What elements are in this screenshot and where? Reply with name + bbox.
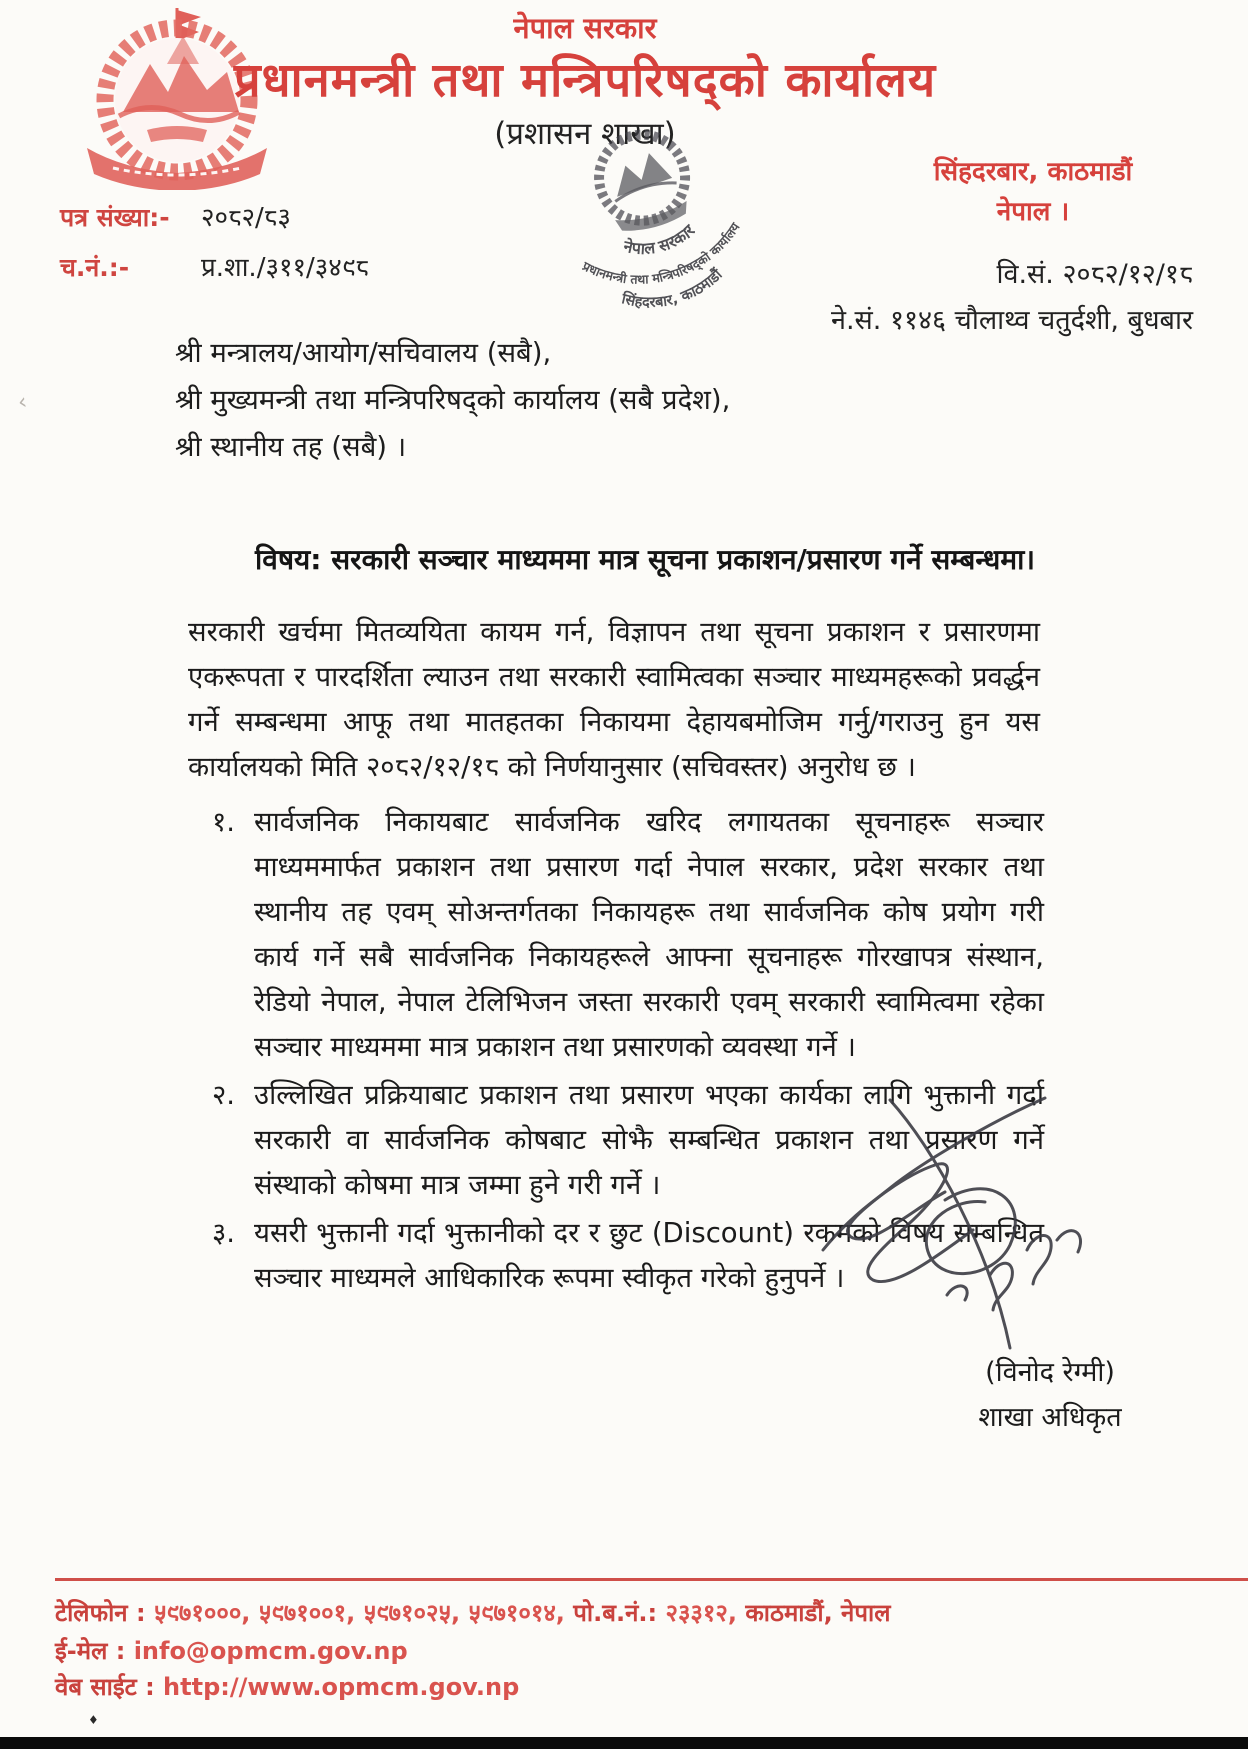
recipient-line: श्री मन्त्रालय/आयोग/सचिवालय (सबै), [175, 337, 552, 369]
recipient-line: श्री मुख्यमन्त्री तथा मन्त्रिपरिषद्को कार्यालय (सबै प्रदेश), [175, 384, 731, 416]
dispatch-number-value: प्र.शा./३११/३४९८ [200, 253, 369, 283]
branch-name: (प्रशासन शाखा) [494, 116, 676, 152]
svg-text:नेपाल सरकार: नेपाल सरकार [621, 220, 699, 259]
svg-text:प्रधानमन्त्री तथा मन्त्रिपरिषद: प्रधानमन्त्री तथा मन्त्रिपरिषद्को कार्यालय [580, 219, 743, 287]
svg-text:सिंहदरबार, काठमाडौं: सिंहदरबार, काठमाडौं [620, 266, 726, 311]
website-label: वेब साईट : [55, 1673, 155, 1701]
pobox-label: पो.ब.नं.: [573, 1599, 658, 1627]
opening-paragraph: सरकारी खर्चमा मितव्ययिता कायम गर्न, विज्ञापन तथा सूचना प्रकाशन र प्रसारणमा एकरूपता र पारदर्शिता ल्याउन तथा सरकारी स्वामित्वका सञ्चार माध्यमहरूको प्रवर्द्धन गर्ने सम्बन्धमा आफू तथा मातहतका निकायमा देहायबमोजिम गर्नु/गराउनु हुन यस कार्यालयको मिति २०८२/१२/१८ को निर्णयानुसार (सचिवस्तर) अनुरोध छ । [188, 616, 1040, 783]
footer-website-row [55, 1670, 519, 1703]
office-title: प्रधानमन्त्री तथा मन्त्रिपरिषद्को कार्यालय [233, 53, 937, 108]
ref-number-value: २०८२/८३ [200, 203, 291, 233]
phone-numbers: ५९७१०००, ५९७१००१, ५९७१०२५, ५९७१०१४, [153, 1599, 565, 1627]
list-item-number: २. [212, 1079, 236, 1111]
signatory-name: (विनोद रेग्मी) [985, 1357, 1115, 1388]
email-value: info@opmcm.gov.np [133, 1637, 408, 1665]
office-location-line2: नेपाल । [996, 197, 1070, 227]
signature-scrawl-icon [795, 1080, 1115, 1370]
dispatch-number-row [60, 248, 369, 284]
footer-city: काठमाडौं, नेपाल [745, 1599, 891, 1627]
signature-block [940, 1350, 1160, 1440]
date-block [733, 252, 1193, 344]
list-item-number: ३. [212, 1217, 236, 1249]
footer-phone-row [55, 1596, 891, 1629]
phone-label: टेलिफोन : [55, 1599, 146, 1627]
dispatch-number-label: च.नं.:- [60, 253, 130, 282]
office-location [868, 152, 1198, 232]
list-item-number: १. [212, 806, 236, 838]
recipient-list [175, 330, 730, 471]
date-bs: वि.सं. २०८२/१२/१८ [996, 259, 1193, 290]
list-item-text: उल्लिखित प्रक्रियाबाट प्रकाशन तथा प्रसारण भएका कार्यका लागि भुक्तानी गर्दा सरकारी वा सार्वजनिक कोषबाट सोझै सम्बन्धित प्रकाशन तथा प्रसारण गर्ने संस्थाको कोषमा मात्र जम्मा हुने गरी गर्ने । [254, 1079, 1044, 1201]
footer-divider [55, 1578, 1248, 1581]
date-ns: ने.सं. ११४६ चौलाथ्व चतुर्दशी, बुधबार [830, 305, 1193, 336]
email-label: ई-मेल : [55, 1637, 126, 1665]
scan-artifact: ‹ [15, 389, 29, 416]
list-item-text: सार्वजनिक निकायबाट सार्वजनिक खरिद लगायतका सूचनाहरू सञ्चार माध्यममार्फत प्रकाशन तथा प्रसारण गर्दा नेपाल सरकार, प्रदेश सरकार तथा स्थानीय तह एवम् सोअन्तर्गतका निकायहरू तथा सार्वजनिक कोष प्रयोग गरी कार्य गर्ने सबै सार्वजनिक निकायहरूले आफ्ना सूचनाहरू गोरखापत्र संस्थान, रेडियो नेपाल, नेपाल टेलिभिजन जस्ता सरकारी एवम् सरकारी स्वामित्वमा रहेका सञ्चार माध्यममा मात्र प्रकाशन तथा प्रसारणको व्यवस्था गर्ने । [254, 806, 1044, 1063]
ref-number-label: पत्र संख्या:- [60, 203, 170, 232]
pobox-value: २३३१२, [665, 1599, 737, 1627]
government-name: नेपाल सरकार [513, 11, 657, 45]
subject-line: विषय: सरकारी सञ्चार माध्यममा मात्र सूचना प्रकाशन/प्रसारण गर्ने सम्बन्धमा। [255, 543, 1035, 576]
recipient-line: श्री स्थानीय तह (सबै) । [175, 431, 407, 463]
signatory-title: शाखा अधिकृत [978, 1402, 1122, 1433]
ref-number-row [60, 198, 291, 234]
list-item-text: यसरी भुक्तानी गर्दा भुक्तानीको दर र छुट (Discount) रकमको विषय सम्बन्धित सञ्चार माध्यमले आधिकारिक रूपमा स्वीकृत गरेको हुनुपर्ने । [254, 1217, 1044, 1294]
office-location-line1: सिंहदरबार, काठमाडौं [933, 157, 1133, 187]
scan-edge-bar [0, 1737, 1248, 1749]
website-value: http://www.opmcm.gov.np [163, 1673, 520, 1701]
list-item [212, 800, 1044, 1070]
scan-artifact: ♦ [88, 1713, 99, 1727]
footer-email-row [55, 1634, 408, 1667]
